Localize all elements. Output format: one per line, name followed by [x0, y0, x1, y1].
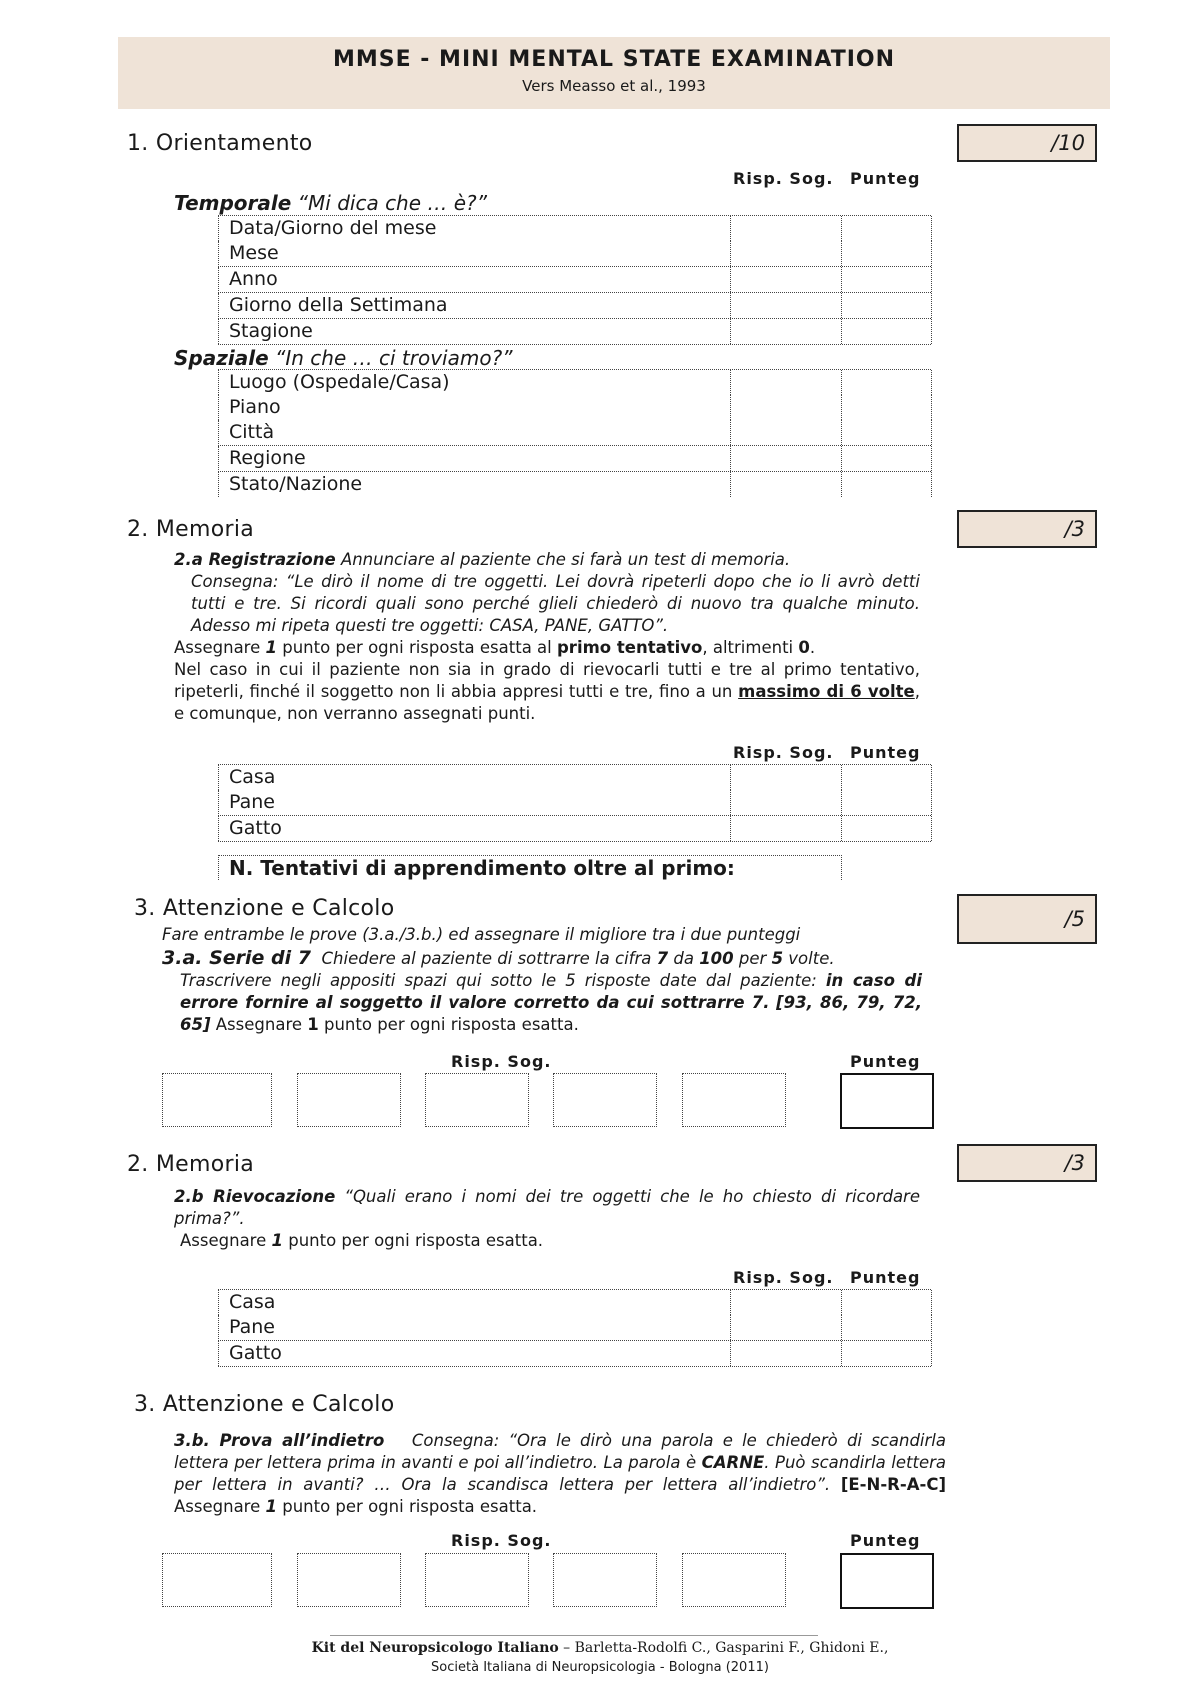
- serie7-per: per: [738, 949, 767, 968]
- punteg-cell[interactable]: [841, 472, 842, 497]
- punteg-cell[interactable]: [841, 267, 842, 292]
- temporale-table: [218, 215, 931, 345]
- answer-box-4[interactable]: [553, 1073, 657, 1127]
- punteg-header: Punteg: [850, 169, 921, 188]
- attenzione-score-box[interactable]: /5: [957, 894, 1097, 944]
- footer-credits: [0, 1640, 1200, 1656]
- risp-sog-header: Risp. Sog.: [733, 743, 834, 762]
- spaziale-prompt: “In che … ci troviamo?”: [275, 346, 513, 370]
- assign-zero: 0: [798, 638, 810, 657]
- punteg-cell[interactable]: [841, 1290, 842, 1315]
- indietro-letters: [E-N-R-A-C]: [840, 1475, 946, 1494]
- risp-cell[interactable]: [730, 241, 731, 266]
- risp-sog-header: Risp. Sog.: [451, 1531, 552, 1550]
- punteg-cell[interactable]: [841, 216, 842, 241]
- row-label: Casa: [229, 766, 276, 788]
- letter-box-5[interactable]: [682, 1553, 786, 1607]
- serie7-assign: Assegnare: [215, 1015, 303, 1034]
- table-row: [218, 446, 931, 472]
- indietro-assign: Assegnare: [174, 1497, 261, 1516]
- row-label: Regione: [229, 447, 306, 469]
- table-row: [218, 241, 931, 267]
- punteg-cell[interactable]: [841, 319, 842, 344]
- punteg-header: Punteg: [850, 1531, 921, 1550]
- serie7-text2: Trascrivere negli appositi spazi qui sotto le 5 risposte date dal paziente:: [180, 971, 817, 990]
- footer-authors: – Barletta-Rodolfi C., Gasparini F., Ghidoni E.,: [558, 1640, 889, 1656]
- section-memoria-title: 2. Memoria: [127, 517, 255, 542]
- answer-box-1[interactable]: [162, 1073, 272, 1127]
- row-label: Piano: [229, 396, 281, 418]
- risp-sog-header: Risp. Sog.: [733, 169, 834, 188]
- note-bold: massimo di 6 volte: [738, 682, 915, 701]
- registrazione-label: 2.a Registrazione: [174, 550, 336, 569]
- punteg-cell[interactable]: [841, 395, 842, 420]
- risp-cell[interactable]: [730, 395, 731, 420]
- row-label: Casa: [229, 1291, 276, 1313]
- temporale-heading: [174, 191, 487, 215]
- punteg-cell[interactable]: [841, 765, 842, 790]
- rievocazione-table: [218, 1289, 931, 1367]
- table-row: [218, 319, 931, 344]
- risp-cell[interactable]: [730, 420, 731, 445]
- row-label: Stato/Nazione: [229, 473, 363, 495]
- serie7-assign-one: 1: [307, 1015, 319, 1034]
- table-row: [218, 216, 931, 241]
- row-label: Luogo (Ospedale/Casa): [229, 371, 450, 393]
- temporale-label: Temporale: [174, 191, 292, 215]
- risp-cell[interactable]: [730, 472, 731, 497]
- table-row: [218, 790, 931, 816]
- punteg-cell[interactable]: [841, 420, 842, 445]
- table-row: [218, 1315, 931, 1341]
- risp-sog-header: Risp. Sog.: [733, 1268, 834, 1287]
- section-attenzione-2-title: 3. Attenzione e Calcolo: [134, 1392, 395, 1417]
- table-row: [218, 267, 931, 293]
- row-label: Città: [229, 421, 275, 443]
- assign-mid: punto per ogni risposta esatta al: [282, 638, 552, 657]
- registrazione-consegna: Consegna: “Le dirò il nome di tre oggetti. Lei dovrà ripeterli dopo che io li avrò detti tutti e tre. Si ricordi quali sono perché glieli chiederò di nuovo tra qualche minuto. Adesso mi ripeta questi tre oggetti: CASA, PANE, GATTO”.: [191, 572, 920, 635]
- punteg-cell[interactable]: [841, 293, 842, 318]
- risp-cell[interactable]: [730, 319, 731, 344]
- footer-divider: [330, 1635, 818, 1636]
- serie7-series: [93, 86, 79, 72, 65]: [180, 993, 922, 1034]
- attempts-row[interactable]: [218, 855, 842, 880]
- table-row: [218, 1290, 931, 1315]
- note-post: , e comunque, non verranno assegnati punti.: [174, 682, 920, 723]
- memoria-2-score-box[interactable]: /3: [957, 1144, 1097, 1182]
- rievocazione-assign: Assegnare: [180, 1231, 267, 1250]
- orientamento-score-box[interactable]: /10: [957, 124, 1097, 162]
- table-row: [218, 293, 931, 319]
- indietro-label: 3.b. Prova all’indietro: [174, 1431, 385, 1450]
- attempts-label: N. Tentativi di apprendimento oltre al primo:: [229, 856, 735, 880]
- risp-cell[interactable]: [730, 446, 731, 471]
- serie7-text3: in caso di errore fornire al soggetto il valore corretto da cui sottrarre 7.: [180, 971, 922, 1012]
- temporale-prompt: “Mi dica che … è?”: [297, 191, 488, 215]
- registrazione-text: [174, 549, 920, 725]
- answer-box-5[interactable]: [682, 1073, 786, 1127]
- registrazione-note: [174, 659, 920, 725]
- table-row: [218, 472, 931, 497]
- table-row: [218, 765, 931, 790]
- serie7-label: 3.a. Serie di 7: [162, 947, 311, 969]
- registrazione-assign: [174, 637, 920, 659]
- risp-cell[interactable]: [730, 765, 731, 790]
- indietro-punteg-box[interactable]: [840, 1553, 934, 1609]
- row-label: Pane: [229, 791, 275, 813]
- answer-box-2[interactable]: [297, 1073, 401, 1127]
- attenzione-instructions: Fare entrambe le prove (3.a./3.b.) ed assegnare il migliore tra i due punteggi: [162, 925, 801, 944]
- row-label: Pane: [229, 1316, 275, 1338]
- row-label: Gatto: [229, 817, 282, 839]
- section-memoria-2-title: 2. Memoria: [127, 1152, 255, 1177]
- punteg-cell[interactable]: [841, 816, 842, 841]
- spaziale-heading: [174, 346, 513, 370]
- row-label: Giorno della Settimana: [229, 294, 448, 316]
- serie7-n100: 100: [699, 949, 734, 968]
- memoria-score-box[interactable]: /3: [957, 510, 1097, 548]
- row-label: Mese: [229, 242, 279, 264]
- registrazione-intro: Annunciare al paziente che si farà un test di memoria.: [340, 550, 791, 569]
- assign-pre: Assegnare: [174, 638, 261, 657]
- risp-cell[interactable]: [730, 790, 731, 815]
- letter-box-3[interactable]: [425, 1553, 529, 1607]
- serie7-da: da: [673, 949, 694, 968]
- footer-kit-name: Kit del Neuropsicologo Italiano: [311, 1640, 559, 1656]
- risp-cell[interactable]: [730, 816, 731, 841]
- table-row: [218, 816, 931, 841]
- punteg-header: Punteg: [850, 1268, 921, 1287]
- indietro-text2: . Può scandirla lettera per lettera in avanti? … Ora la scandisca lettera per lettera all’indietro”.: [174, 1453, 946, 1494]
- serie7-n5: 5: [771, 949, 784, 968]
- indietro-consegna: Consegna: “Ora le dirò una parola e le chiederò di scandirla lettera per lettera prima in avanti e poi all’indietro. La parola è: [174, 1431, 946, 1472]
- punteg-cell[interactable]: [841, 370, 842, 395]
- risp-cell[interactable]: [730, 1341, 731, 1366]
- indietro-assign-one: 1: [265, 1497, 277, 1516]
- indietro-assign-end: punto per ogni risposta esatta.: [282, 1497, 538, 1516]
- spaziale-label: Spaziale: [174, 346, 269, 370]
- punteg-header: Punteg: [850, 743, 921, 762]
- note-pre: Nel caso in cui il paziente non sia in grado di rievocarli tutti e tre al primo tentativo, ripeterli, finché il soggetto non li abbia appresi tutti e tre, fino a un: [174, 660, 920, 701]
- assign-end: .: [809, 638, 816, 657]
- assign-one: 1: [265, 638, 277, 657]
- risp-cell[interactable]: [730, 293, 731, 318]
- footer-society: Società Italiana di Neuropsicologia - Bologna (2011): [431, 1660, 769, 1675]
- assign-post: , altrimenti: [702, 638, 794, 657]
- serie7-text: [162, 947, 922, 1036]
- risp-cell[interactable]: [730, 216, 731, 241]
- registrazione-table: [218, 764, 931, 842]
- section-attenzione-title: 3. Attenzione e Calcolo: [134, 896, 395, 921]
- punteg-cell[interactable]: [841, 241, 842, 266]
- letter-box-1[interactable]: [162, 1553, 272, 1607]
- row-label: Gatto: [229, 1342, 282, 1364]
- risp-cell[interactable]: [730, 1315, 731, 1340]
- risp-cell[interactable]: [730, 370, 731, 395]
- row-label: Stagione: [229, 320, 313, 342]
- punteg-header: Punteg: [850, 1052, 921, 1071]
- form-subtitle: Vers Measso et al., 1993: [522, 77, 706, 95]
- rievocazione-text: [174, 1186, 920, 1252]
- letter-box-4[interactable]: [553, 1553, 657, 1607]
- risp-cell[interactable]: [730, 267, 731, 292]
- table-row: [218, 395, 931, 420]
- table-row: [218, 370, 931, 395]
- form-title: MMSE - MINI MENTAL STATE EXAMINATION: [332, 47, 896, 72]
- rievocazione-label: 2.b Rievocazione: [174, 1187, 336, 1206]
- assign-bold: primo tentativo: [557, 638, 703, 657]
- punteg-cell[interactable]: [841, 1315, 842, 1340]
- rievocazione-prompt: “Quali erano i nomi dei tre oggetti che le ho chiesto di ricordare prima?”.: [174, 1187, 920, 1228]
- punteg-cell[interactable]: [841, 1341, 842, 1366]
- table-row: [218, 420, 931, 446]
- punteg-cell[interactable]: [841, 790, 842, 815]
- serie7-volte: volte.: [788, 949, 835, 968]
- row-label: Anno: [229, 268, 278, 290]
- rievocazione-assign-end: punto per ogni risposta esatta.: [288, 1231, 544, 1250]
- section-orientamento-title: 1. Orientamento: [127, 131, 313, 156]
- indietro-word: CARNE: [701, 1453, 765, 1472]
- header-banner: [118, 37, 1110, 109]
- indietro-text: [174, 1430, 946, 1518]
- serie7-text1: Chiedere al paziente di sottrarre la cifra: [321, 949, 652, 968]
- table-row: [218, 1341, 931, 1366]
- answer-box-3[interactable]: [425, 1073, 529, 1127]
- spaziale-table: [218, 369, 931, 497]
- rievocazione-assign-one: 1: [271, 1231, 283, 1250]
- letter-box-2[interactable]: [297, 1553, 401, 1607]
- row-label: Data/Giorno del mese: [229, 217, 437, 239]
- risp-cell[interactable]: [730, 1290, 731, 1315]
- punteg-cell[interactable]: [841, 446, 842, 471]
- risp-sog-header: Risp. Sog.: [451, 1052, 552, 1071]
- serie7-assign-end: punto per ogni risposta esatta.: [324, 1015, 579, 1034]
- serie7-punteg-box[interactable]: [840, 1073, 934, 1129]
- serie7-n7: 7: [656, 949, 669, 968]
